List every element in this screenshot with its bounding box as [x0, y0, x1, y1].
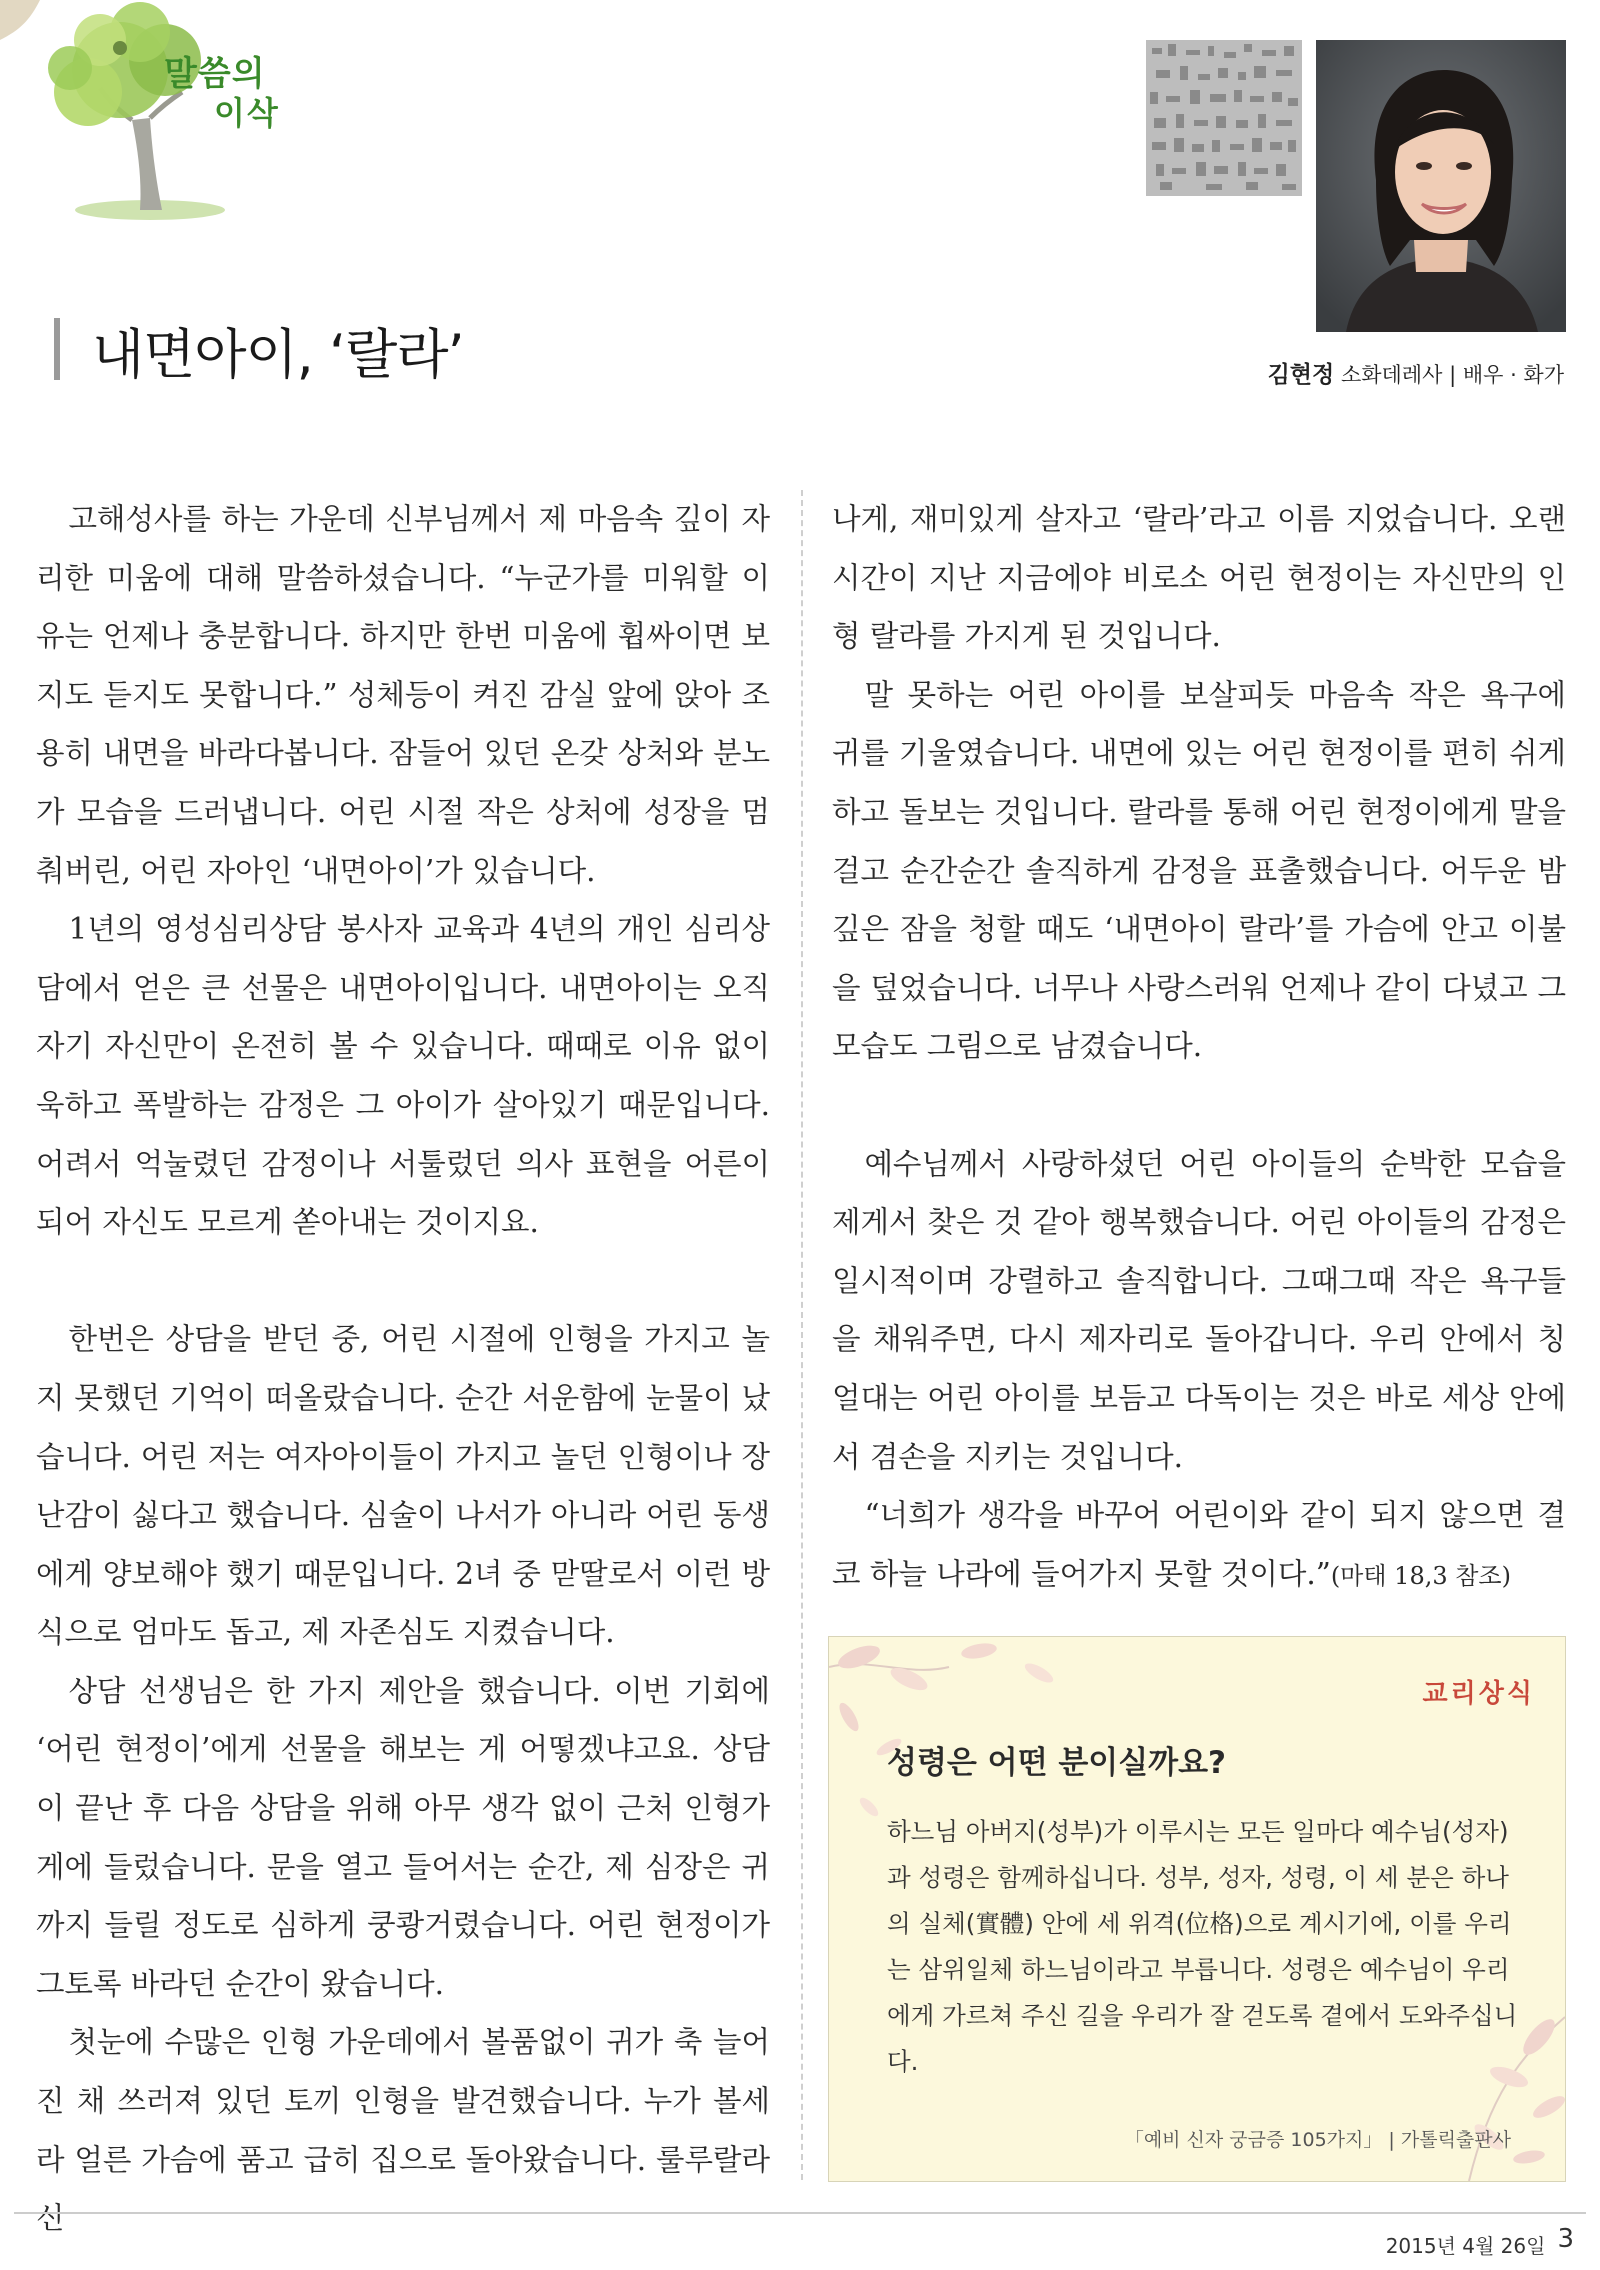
author-separator: |: [1449, 363, 1457, 387]
logo-text-line2: 이삭: [214, 94, 280, 132]
page-number: 3: [1557, 2224, 1574, 2254]
column-divider: [801, 490, 803, 2180]
paragraph: 첫눈에 수많은 인형 가운데에서 볼품없이 귀가 축 늘어진 채 쓰러져 있던 토끼 인형을 발견했습니다. 누가 볼세라 얼른 가슴에 품고 급히 집으로 돌아왔습니다. 룰루랄라 신: [36, 2025, 770, 2236]
paragraph: 말 못하는 어린 아이를 보살피듯 마음속 작은 욕구에 귀를 기울였습니다. 내면에 있는 어린 현정이를 편히 쉬게 하고 돌보는 것입니다. 랄라를 통해 어린 현정이에게 말을 걸고 순간순간 솔직하게 감정을 표출했습니다. 어두운 밤 깊은 잠을 청할 때도 ‘내면아이 랄라’를 가슴에 안고 이불을 덮었습니다. 너무나 사랑스러워 언제나 같이 다녔고 그 모습도 그림으로 남겼습니다.: [832, 677, 1566, 1064]
author-byline: [1268, 356, 1564, 389]
paragraph: 나게, 재미있게 살자고 ‘랄라’라고 이름 지었습니다. 오랜 시간이 지난 지금에야 비로소 어린 현정이는 자신만의 인형 랄라를 가지게 된 것입니다.: [832, 502, 1566, 654]
paragraph: 고해성사를 하는 가운데 신부님께서 제 마음속 깊이 자리한 미움에 대해 말씀하셨습니다. “누군가를 미워할 이유는 언제나 충분합니다. 하지만 한번 미움에 휩싸이면 보지도 듣지도 못합니다.” 성체등이 켜진 감실 앞에 앉아 조용히 내면을 바라다봅니다. 잠들어 있던 온갖 상처와 분노가 모습을 드러냅니다. 어린 시절 작은 상처에 성장을 멈춰버린, 어린 자아인 ‘내면아이’가 있습니다.: [36, 502, 770, 888]
paragraph: 예수님께서 사랑하셨던 어린 아이들의 순박한 모습을 제게서 찾은 것 같아 행복했습니다. 어린 아이들의 감정은 일시적이며 강렬하고 솔직합니다. 그때그때 작은 욕구들을 채워주면, 다시 제자리로 돌아갑니다. 우리 안에서 칭얼대는 어린 아이를 보듬고 다독이는 것은 바로 세상 안에서 겸손을 지키는 것입니다.: [832, 1146, 1566, 1474]
footer-divider: [14, 2212, 1586, 2214]
box-tag: 교리상식: [1422, 1679, 1535, 1709]
footer-date: [1386, 2230, 1546, 2259]
article-column-left: [36, 490, 770, 2248]
title-accent-bar: [54, 318, 60, 380]
author-name: 김현정: [1267, 362, 1335, 388]
author-baptismal-name: 소화데레사: [1340, 363, 1443, 387]
paragraph: 상담 선생님은 한 가지 제안을 했습니다. 이번 기회에 ‘어린 현정이’에게 선물을 해보는 게 어떻겠냐고요. 상담이 끝난 후 다음 상담을 위해 아무 생각 없이 근처 인형가게에 들렀습니다. 문을 열고 들어서는 순간, 제 심장은 귀까지 들릴 정도로 심하게 쿵쾅거렸습니다. 어린 현정이가 그토록 바라던 순간이 왔습니다.: [36, 1673, 770, 2001]
quote-reference: (마태 18,3 참조): [1330, 1561, 1511, 1590]
box-source: 「예비 신자 궁금증 105가지」 | 가톨릭출판사: [1124, 2129, 1511, 2151]
article-title: 내면아이, ‘랄라’: [92, 323, 464, 386]
quote-text: “너희가 생각을 바꾸어 어린이와 같이 되지 않으면 결코 하늘 나라에 들어가지 못할 것이다.”: [832, 1498, 1566, 1591]
catechism-box: [828, 1636, 1566, 2182]
article-column-right: [832, 490, 1566, 1605]
box-title: 성령은 어떤 분이실까요?: [887, 1745, 1227, 1781]
box-body: 하느님 아버지(성부)가 이루시는 모든 일마다 예수님(성자)과 성령은 함께하십니다. 성부, 성자, 성령, 이 세 분은 하나의 실체(實體) 안에 세 위격(位格)으로 계시기에, 이를 우리는 삼위일체 하느님이라고 부릅니다. 성령은 예수님이 우리에게 가르쳐 주신 길을 우리가 잘 걷도록 곁에서 도와주십니다.: [887, 1817, 1518, 2076]
bible-quote: [832, 1486, 1566, 1605]
footer-date-text: 2015년 4월 26일: [1385, 2234, 1546, 2258]
author-role: 배우 · 화가: [1462, 363, 1564, 387]
paragraph: 1년의 영성심리상담 봉사자 교육과 4년의 개인 심리상담에서 얻은 큰 선물은 내면아이입니다. 내면아이는 오직 자기 자신만이 온전히 볼 수 있습니다. 때때로 이유 없이 욱하고 폭발하는 감정은 그 아이가 살아있기 때문입니다. 어려서 억눌렸던 감정이나 서툴렀던 의사 표현을 어른이 되어 자신도 모르게 쏟아내는 것이지요.: [36, 912, 770, 1240]
logo-text-line1: 말씀의: [164, 54, 266, 94]
author-portrait-photo: [1316, 40, 1566, 332]
paragraph: 한번은 상담을 받던 중, 어린 시절에 인형을 가지고 놀지 못했던 기억이 떠올랐습니다. 순간 서운함에 눈물이 났습니다. 어린 저는 여자아이들이 가지고 놀던 인형이나 장난감이 싫다고 했습니다. 심술이 나서가 아니라 어린 동생에게 양보해야 했기 때문입니다. 2녀 중 맏딸로서 이런 방식으로 엄마도 돕고, 제 자존심도 지켰습니다.: [36, 1322, 770, 1650]
qr-code-image: [1146, 40, 1302, 196]
